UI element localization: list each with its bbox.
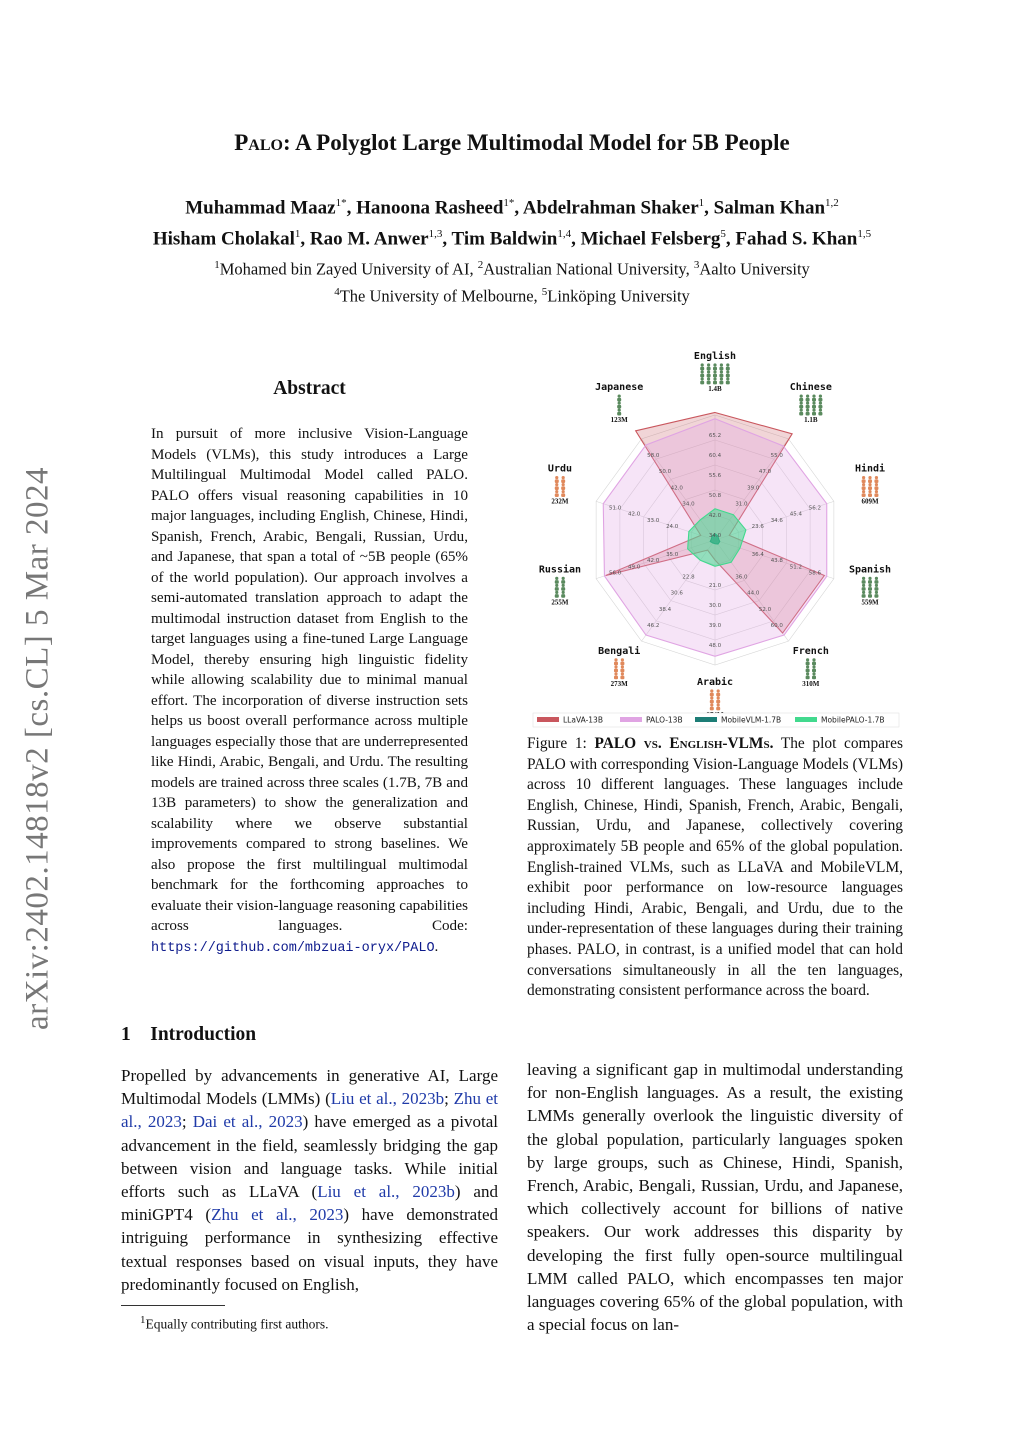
person-icon	[561, 594, 565, 598]
author-affiliation-mark: 1,5	[857, 228, 872, 241]
affiliation-name: Linköping University	[547, 286, 690, 305]
person-icon	[561, 479, 565, 483]
radar-chart-figure	[525, 351, 905, 730]
author-name: Michael Felsberg	[580, 228, 721, 250]
person-icon	[713, 374, 717, 378]
person-icon	[800, 402, 803, 405]
person-icon	[806, 405, 810, 409]
person-icon	[621, 658, 624, 661]
tick-label: 39.0	[708, 623, 722, 629]
person-icon	[700, 374, 704, 378]
person-icon	[717, 689, 720, 692]
person-icon	[621, 672, 624, 675]
person-icon	[555, 584, 558, 587]
person-icon	[555, 587, 559, 591]
person-icon	[800, 395, 803, 398]
person-icon	[806, 398, 810, 402]
person-icon	[617, 398, 621, 402]
axis-label-japanese: Japanese	[595, 382, 644, 394]
tick-label: 35.0	[666, 551, 679, 558]
person-icon	[868, 577, 871, 580]
person-icon	[710, 693, 714, 697]
affiliation-name: The University of Melbourne	[339, 286, 534, 305]
person-icon	[819, 395, 822, 398]
tick-label: 42.0	[670, 485, 683, 492]
tick-label: 34.0	[682, 501, 695, 508]
author-name: Muhammad Maaz	[185, 197, 336, 219]
population-label: 273M	[610, 679, 628, 688]
right-column-text: leaving a significant gap in multimodal understanding for non-English languages. As a result, the existing LMMs generally overlook the linguistic diversity of the global population, particularly languages spoken by large groups, such as Chinese, Hindi, Spanish, French, Arabic, Bengali, Russian, Urdu, and Japanese, which collectively account for billions of native speakers. Our work addresses this disparity by developing the first fully open-source multilingual LMM called PALO, which encompasses ten major languages covering 65% of the global population, with a special focus on lan-	[527, 1060, 903, 1335]
person-icon	[617, 412, 621, 416]
section-heading-introduction	[121, 1024, 256, 1046]
person-icon	[713, 377, 716, 380]
person-icon	[818, 398, 822, 402]
abstract-heading: Abstract	[273, 378, 346, 399]
author-line-1: Muhammad Maaz$^{1*}$, Hanoona Rasheed$^{1*}$, Abdelrahman Shaker$^1$, Salman Khan$^{1,2}$	[185, 197, 839, 219]
paper-title	[0, 130, 1024, 156]
person-icon	[812, 665, 815, 668]
tick-label: 51.0	[609, 505, 622, 512]
person-icon	[818, 405, 822, 409]
person-icon	[812, 395, 815, 398]
tick-label: 50.0	[658, 469, 672, 476]
tick-label: 47.0	[758, 469, 772, 476]
legend-label: MobilePALO-1.7B	[821, 715, 885, 725]
person-icon	[614, 676, 618, 680]
person-icon	[717, 696, 720, 699]
tick-label: 24.0	[666, 524, 679, 531]
citation-link[interactable]: Zhu et al., 2023	[211, 1205, 344, 1225]
intro-text-1: Propelled by advancements in generative AI, Large Multimodal Models (LMMs) (	[121, 1066, 498, 1109]
figure-caption	[527, 734, 903, 1002]
person-icon	[555, 577, 558, 580]
legend-label: PALO-13B	[646, 715, 683, 725]
legend-swatch	[537, 717, 559, 722]
person-icon	[716, 707, 720, 711]
person-icon	[710, 703, 713, 706]
footnote-rule	[121, 1305, 225, 1306]
person-icon	[874, 479, 878, 483]
axis-label-russian: Russian	[538, 564, 582, 576]
person-icon	[561, 486, 565, 490]
person-icon	[862, 483, 865, 486]
affiliation-line-2: $^4$The University of Melbourne, $^5$Linköping University	[334, 285, 690, 305]
tick-label: 44.0	[747, 590, 760, 597]
section-number: 1	[121, 1024, 131, 1045]
person-icon	[716, 700, 720, 704]
person-icon	[875, 584, 878, 587]
person-icon	[874, 486, 878, 490]
person-icon	[806, 658, 809, 661]
person-icon	[620, 676, 624, 680]
person-icon	[812, 676, 816, 680]
person-icon	[812, 398, 816, 402]
person-icon	[620, 662, 624, 666]
person-icon	[862, 587, 866, 591]
tick-label: 60.4	[708, 453, 722, 459]
axis-label-urdu: Urdu	[547, 463, 573, 475]
person-icon	[806, 669, 810, 673]
author-affiliation-mark: 5	[720, 228, 726, 241]
person-icon	[862, 594, 866, 598]
person-icon	[614, 658, 617, 661]
author-affiliation-mark: 1*	[503, 197, 515, 209]
axis-label-french: French	[792, 645, 829, 657]
tick-label: 58.0	[647, 453, 660, 460]
author-name: Hisham Cholakal	[152, 228, 295, 250]
person-icon	[707, 377, 710, 380]
tick-label: 30.6	[670, 590, 683, 597]
person-icon	[868, 490, 871, 493]
legend-swatch	[620, 717, 642, 722]
tick-label: 43.8	[770, 558, 783, 565]
person-icon	[868, 591, 871, 594]
person-icon	[720, 363, 723, 366]
person-icon	[555, 493, 559, 497]
person-icon	[713, 367, 717, 371]
affiliation-name: Mohamed bin Zayed University of AI	[219, 259, 470, 279]
abstract-body: In pursuit of more inclusive Vision-Language Models (VLMs), this study introduces a Large Multilingual Multimodal Model called PALO. PALO offers visual reasoning capabilities in 10 major languages, including English, Chinese, Hindi, Spanish, French, Arabic, Bengali, Russian, Urdu, and Japanese, that span a total of ~5B people (65% of the world population). Our approach involves a semi-automated translation approach to adapt the multimodal instruction dataset from English to the target languages using a fine-tuned Large Language Model, thereby ensuring high linguistic fidelity while allowing scalability due to minimal manual effort. The incorporation of diverse instruction sets helps us boost overall performance across multiple languages especially those that are underrepresented like Hindi, Arabic, Bengali, and Urdu. The resulting models are trained across three scales (1.7B, 7B and 13B parameters) to show the generalization and scalability where we observe substantial improvements compared to strong baselines. We also propose the first multilingual multimodal benchmark for the forthcoming approaches to evaluate their vision-language reasoning capabilities across languages. Code:	[151, 426, 468, 934]
footnote-text: Equally contributing first authors.	[145, 1316, 329, 1332]
introduction-text	[121, 1064, 498, 1296]
person-icon	[862, 584, 865, 587]
tick-label: 45.4	[789, 511, 802, 518]
affiliation-mark: 3	[693, 259, 700, 271]
person-icon	[555, 479, 559, 483]
person-icon	[707, 374, 711, 378]
tick-label: 56.2	[808, 505, 821, 512]
person-icon	[719, 374, 723, 378]
person-icon	[875, 483, 878, 486]
person-icon	[707, 367, 711, 371]
person-icon	[713, 363, 716, 366]
abstract-end: .	[434, 938, 439, 955]
author-affiliation-mark: 1	[698, 197, 705, 209]
person-icon	[701, 377, 704, 380]
footnote-mark: 1	[140, 1314, 146, 1326]
affiliation-mark: 5	[541, 285, 548, 298]
person-icon	[812, 409, 815, 412]
person-icon	[726, 363, 729, 366]
person-icon	[614, 665, 617, 668]
axis-label-english: English	[693, 351, 737, 362]
author-name: Rao M. Anwer	[309, 228, 429, 250]
person-icon	[862, 580, 866, 584]
person-icon	[875, 490, 878, 493]
tick-label: 60.0	[770, 622, 783, 629]
person-icon	[874, 594, 878, 598]
person-icon	[862, 486, 866, 490]
person-icon	[555, 490, 558, 493]
person-icon	[713, 370, 716, 373]
affiliations	[0, 254, 1024, 307]
caption-label: Figure 1:	[527, 735, 595, 752]
tick-label: 36.0	[735, 574, 748, 581]
affiliation-mark: 4	[334, 285, 340, 298]
person-icon	[562, 476, 565, 479]
person-icon	[617, 405, 621, 409]
tick-label: 46.2	[647, 622, 660, 629]
person-icon	[812, 402, 815, 405]
person-icon	[868, 476, 871, 479]
person-icon	[707, 381, 711, 385]
person-icon	[555, 591, 558, 594]
person-icon	[874, 587, 878, 591]
tick-label: 30.0	[708, 603, 722, 609]
tick-label: 21.0	[708, 583, 722, 589]
population-label: 232M	[551, 497, 569, 506]
person-icon	[868, 493, 872, 497]
person-icon	[561, 493, 565, 497]
person-icon	[720, 370, 723, 373]
author-affiliation-mark: 1,3	[428, 228, 443, 241]
intro-text-2: ;	[444, 1089, 454, 1109]
arxiv-identifier: arXiv:2402.14818v2 [cs.CL] 5 Mar 2024	[19, 467, 56, 1030]
person-icon	[799, 405, 803, 409]
author-affiliation-mark: 1,4	[557, 228, 572, 241]
intro-text-4: ) have emerged as a pivotal advancement in the field, seamlessly bridging the gap between vision and language tasks. While initial efforts such as LLaVA (	[121, 1112, 498, 1202]
caption-bold: PALO vs. English-VLMs.	[594, 735, 774, 752]
tick-label: 65.2	[708, 433, 722, 439]
person-icon	[555, 580, 559, 584]
person-icon	[614, 669, 618, 673]
person-icon	[555, 594, 559, 598]
person-icon	[875, 591, 878, 594]
intro-text-3: ;	[181, 1112, 193, 1132]
author-line-2: Hisham Cholakal$^1$, Rao M. Anwer$^{1,3}$, Tim Baldwin$^{1,4}$, Michael Felsberg$^5$, Fahad S. Khan$^{1,5}$	[152, 228, 872, 250]
tick-label: 42.0	[708, 513, 722, 519]
legend-label: MobileVLM-1.7B	[721, 715, 782, 725]
tick-label: 52.0	[758, 606, 772, 613]
person-icon	[726, 370, 729, 373]
tick-label: 39.0	[747, 485, 760, 492]
tick-label: 34.6	[770, 517, 783, 524]
person-icon	[862, 490, 865, 493]
person-icon	[806, 676, 810, 680]
affiliation-name: Aalto University	[699, 259, 810, 279]
author-affiliation-mark: 1*	[335, 197, 347, 209]
person-icon	[868, 587, 872, 591]
tick-label: 48.0	[708, 643, 722, 649]
person-icon	[720, 377, 723, 380]
legend-swatch	[795, 717, 817, 722]
person-icon	[707, 363, 710, 366]
caption-text: The plot compares PALO with corresponding Vision-Language Models (VLMs) across 10 different languages. These languages include English, Chinese, Hindi, Spanish, French, Arabic, Bengali, Russian, Urdu, and Japanese, collectively covering approximately 5B people and 65% of the global population. English-trained VLMs, such as LLaVA and MobileVLM, exhibit poor performance on low-resource languages including Hindi, Arabic, Bengali, and Urdu, due to the under-representation of these languages during their training phases. PALO, in contrast, is a unified model that can hold conversations simultaneously in all the ten languages, demonstrating consistent performance across the board.	[527, 735, 903, 1000]
person-icon	[620, 669, 624, 673]
footnote	[140, 1314, 328, 1333]
tick-label: 33.0	[647, 517, 660, 524]
person-icon	[868, 483, 871, 486]
person-icon	[812, 662, 816, 666]
person-icon	[562, 490, 565, 493]
person-icon	[726, 381, 730, 385]
person-icon	[812, 672, 815, 675]
person-icon	[555, 476, 558, 479]
person-icon	[713, 381, 717, 385]
tick-label: 56.0	[609, 570, 622, 577]
affiliation-name: Australian National University	[483, 259, 686, 279]
person-icon	[862, 493, 866, 497]
person-icon	[799, 412, 803, 416]
person-icon	[806, 402, 809, 405]
tick-label: 36.4	[751, 551, 764, 558]
tick-label: 22.8	[682, 574, 695, 581]
population-label: 1.1B	[804, 416, 818, 425]
person-icon	[862, 476, 865, 479]
tick-label: 51.2	[789, 564, 802, 571]
person-icon	[561, 587, 565, 591]
axis-label-spanish: Spanish	[848, 564, 892, 576]
person-icon	[717, 703, 720, 706]
person-icon	[561, 580, 565, 584]
section-title: Introduction	[150, 1024, 257, 1045]
person-icon	[799, 398, 803, 402]
author-name: Tim Baldwin	[451, 228, 558, 250]
population-label: 310M	[802, 679, 820, 688]
author-affiliation-mark: 1	[294, 228, 301, 241]
person-icon	[875, 476, 878, 479]
person-icon	[812, 405, 816, 409]
tick-label: 23.6	[751, 524, 764, 531]
person-icon	[555, 483, 558, 486]
author-list	[0, 190, 1024, 253]
population-label: 255M	[551, 598, 569, 607]
person-icon	[875, 577, 878, 580]
person-icon	[716, 693, 720, 697]
person-icon	[812, 669, 816, 673]
person-icon	[874, 580, 878, 584]
tick-label: 58.6	[808, 570, 821, 577]
citation-link[interactable]: Liu et al., 2023b	[330, 1089, 445, 1109]
person-icon	[621, 665, 624, 668]
person-icon	[710, 700, 714, 704]
author-affiliation-mark: 1,2	[825, 197, 839, 209]
person-icon	[707, 370, 710, 373]
person-icon	[614, 662, 618, 666]
title-model-name: Palo	[234, 130, 283, 155]
axis-label-chinese: Chinese	[789, 382, 832, 394]
person-icon	[710, 696, 713, 699]
person-icon	[618, 402, 621, 405]
tick-label: 42.0	[628, 511, 641, 518]
person-icon	[701, 370, 704, 373]
intro-text-6: ) have demonstrated intriguing performance in synthesizing effective textual responses based on visual inputs, they have predominantly focused on English,	[121, 1205, 498, 1294]
person-icon	[555, 486, 559, 490]
person-icon	[618, 409, 621, 412]
person-icon	[874, 493, 878, 497]
person-icon	[800, 409, 803, 412]
citation-link[interactable]: Liu et al., 2023b	[317, 1182, 455, 1202]
person-icon	[618, 395, 621, 398]
person-icon	[812, 658, 815, 661]
person-icon	[726, 377, 729, 380]
author-name: Fahad S. Khan	[735, 228, 858, 250]
person-icon	[868, 594, 872, 598]
person-icon	[614, 672, 617, 675]
tick-label: 55.0	[770, 453, 783, 460]
person-icon	[562, 483, 565, 486]
person-icon	[806, 412, 810, 416]
axis-label-hindi: Hindi	[854, 463, 886, 475]
person-icon	[562, 584, 565, 587]
person-icon	[812, 412, 816, 416]
person-icon	[862, 479, 866, 483]
affiliation-line-1: $^1$Mohamed bin Zayed University of AI, $^2$Australian National University, $^3$Aalto University	[214, 259, 810, 279]
tick-label: 34.0	[708, 533, 722, 539]
legend-swatch	[695, 717, 717, 722]
population-label: 123M	[610, 416, 628, 425]
person-icon	[710, 707, 714, 711]
person-icon	[862, 591, 865, 594]
person-icon	[806, 672, 809, 675]
person-icon	[562, 577, 565, 580]
abstract-text	[151, 424, 468, 959]
axis-label-arabic: Arabic	[696, 677, 734, 688]
person-icon	[806, 409, 809, 412]
person-icon	[710, 689, 713, 692]
population-label: 559M	[861, 598, 879, 607]
legend-label: LLaVA-13B	[563, 715, 603, 725]
person-icon	[700, 367, 704, 371]
person-icon	[862, 577, 865, 580]
author-name: Salman Khan	[713, 197, 826, 219]
person-icon	[868, 580, 872, 584]
person-icon	[719, 381, 723, 385]
code-link[interactable]: https://github.com/mbzuai-oryx/PALO	[151, 940, 435, 956]
tick-label: 55.6	[708, 473, 722, 479]
person-icon	[701, 363, 704, 366]
tick-label: 50.8	[708, 493, 722, 499]
person-icon	[806, 395, 809, 398]
person-icon	[868, 584, 871, 587]
person-icon	[819, 402, 822, 405]
person-icon	[726, 367, 730, 371]
citation-link[interactable]: Zhu et al., 2023	[121, 1089, 498, 1132]
population-label: 1.4B	[708, 385, 722, 393]
affiliation-mark: 1	[214, 259, 220, 271]
author-name: Hanoona Rasheed	[356, 197, 504, 219]
person-icon	[700, 381, 704, 385]
intro-text-5: ) and miniGPT4 (	[121, 1182, 498, 1225]
author-name: Abdelrahman Shaker	[522, 197, 699, 219]
person-icon	[868, 479, 872, 483]
citation-link[interactable]: Dai et al., 2023	[192, 1112, 303, 1132]
tick-label: 38.4	[658, 606, 672, 613]
person-icon	[719, 367, 723, 371]
person-icon	[819, 409, 822, 412]
person-icon	[818, 412, 822, 416]
affiliation-mark: 2	[477, 259, 484, 271]
person-icon	[726, 374, 730, 378]
axis-label-bengali: Bengali	[598, 645, 641, 657]
tick-label: 49.0	[628, 564, 641, 571]
tick-label: 31.0	[735, 501, 748, 508]
person-icon	[868, 486, 872, 490]
tick-label: 42.0	[647, 558, 660, 565]
person-icon	[562, 591, 565, 594]
person-icon	[806, 662, 810, 666]
population-label: 609M	[861, 497, 879, 506]
title-rest: : A Polyglot Large Multimodal Model for 5B People	[282, 130, 790, 155]
person-icon	[806, 665, 809, 668]
